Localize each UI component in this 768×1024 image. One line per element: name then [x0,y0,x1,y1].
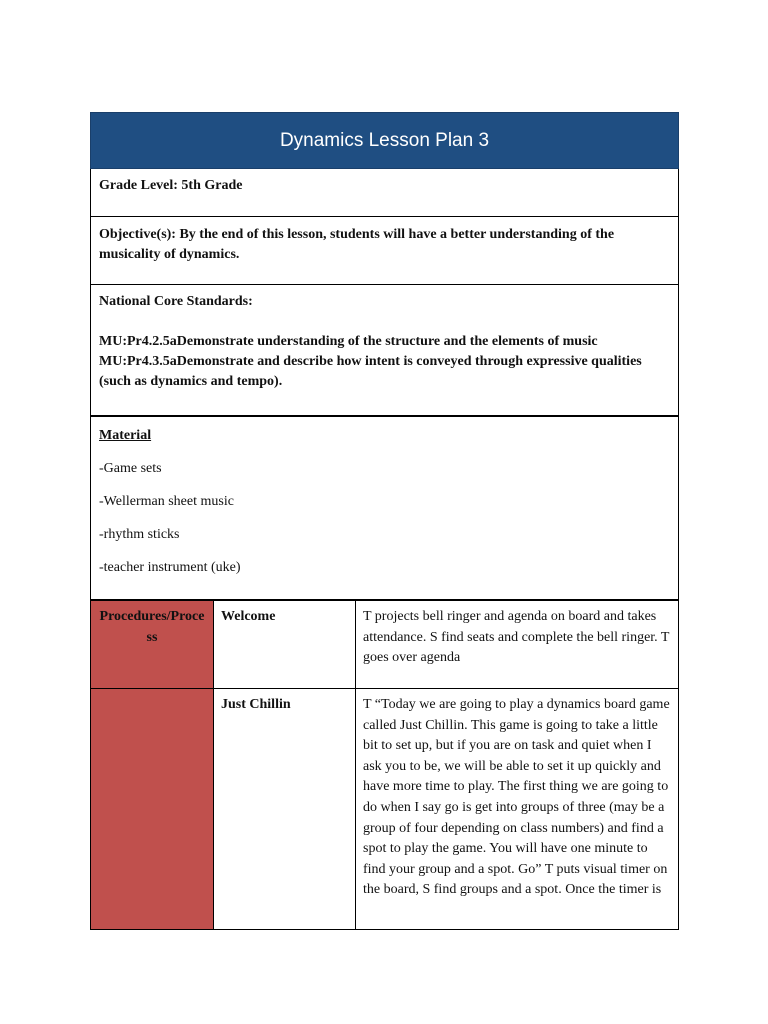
material-item: -Wellerman sheet music [99,494,234,509]
procedure-description: T projects bell ringer and agenda on board and takes attendance. S find seats and complete the bell ringer. T goes over agenda [363,609,670,666]
grade-level: Grade Level: 5th Grade [90,169,679,217]
procedures-label: Procedures/Process [99,609,205,645]
document-title: Dynamics Lesson Plan 3 [90,112,679,169]
procedure-step: Just Chillin [214,689,356,929]
objective: Objective(s): By the end of this lesson, students will have a better understanding of the musicality of dynamics. [90,217,679,285]
standard-item: MU:Pr4.2.5aDemonstrate understanding of the structure and the elements of music [99,334,598,349]
procedures-label-cell [91,601,214,688]
lesson-plan-document [90,112,679,930]
material-heading: Material [99,428,152,443]
material-item: -rhythm sticks [99,527,180,542]
procedure-description: T “Today we are going to play a dynamics board game called Just Chillin. This game is going to take a little bit to set up, but if you are on task and quiet when I ask you to be, we will be able to set it up quickly and have more time to play. The first thing we are going to do when I say go is get into groups of three (may be a group of four depending on class numbers) and find a spot to play the game. You will have one minute to find your group and a spot. Go” T puts visual timer on the board, S find groups and a spot. Once the timer is [363,697,670,898]
standard-item: MU:Pr4.3.5aDemonstrate and describe how intent is conveyed through expressive qualities (such as dynamics and tempo). [99,354,642,389]
material-section [90,417,679,600]
standards-heading: National Core Standards: [99,294,253,309]
material-item: -teacher instrument (uke) [99,560,241,575]
procedure-row [90,600,679,689]
material-item: -Game sets [99,461,162,476]
national-core-standards [90,285,679,417]
procedure-row [90,689,679,930]
procedures-label-cell [91,689,214,929]
procedure-step: Welcome [214,601,356,688]
